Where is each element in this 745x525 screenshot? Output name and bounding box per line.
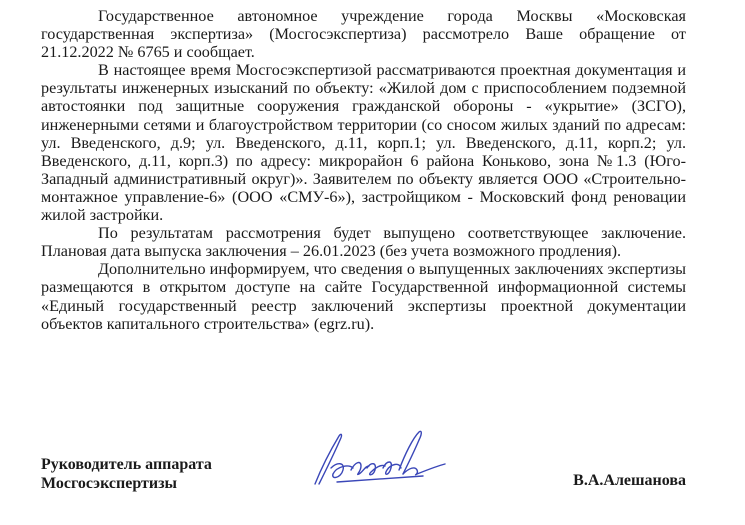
handwritten-signature — [303, 424, 453, 494]
signature-block — [41, 455, 686, 495]
signer-name: В.А.Алешанова — [573, 472, 686, 489]
signer-position — [41, 455, 212, 493]
signer-position-line-2: Мосгосэкспертизы — [41, 475, 177, 492]
paragraph-project: В настоящее время Мосгосэкспертизой рассматриваются проектная документация и результаты инженерных изысканий по объекту: «Жилой дом с приспособлением подземной автостоянки под защитные сооружения гражданской обороны - «укрытие» (ЗСГО), инженерными сетями и благоустройством территории (со сносом жилых зданий по адресам: ул. Введенского, д.9; ул. Введенского, д.11, корп.1; ул. Введенского, д.11, корп.2; ул. Введенского, д.11, корп.3) по адресу: микрорайон 6 района Коньково, зона №1.3 (Юго-Западный административный округ)». Заявителем по объекту является ООО «Строительно-монтажное управление-6» (ООО «СМУ-6»), застройщиком - Московский фонд реновации жилой застройки. — [41, 61, 686, 225]
signer-position-line-1: Руководитель аппарата — [41, 456, 212, 473]
letter-body — [41, 7, 686, 333]
paragraph-registry-info: Дополнительно информируем, что сведения о выпущенных заключениях экспертизы размещаются в открытом доступе на сайте Государственной информационной системы «Единый государственный реестр заключений экспертизы проектной документации объектов капитального строительства» (egrz.ru). — [41, 260, 686, 333]
paragraph-intro: Государственное автономное учреждение города Москвы «Московская государственная экспертиза» (Мосгосэкспертиза) рассмотрело Ваше обращение от 21.12.2022 № 6765 и сообщает. — [41, 7, 686, 62]
paragraph-conclusion-date: По результатам рассмотрения будет выпущено соответствующее заключение. Плановая дата выпуска заключения – 26.01.2023 (без учета возможного продления). — [41, 224, 686, 261]
